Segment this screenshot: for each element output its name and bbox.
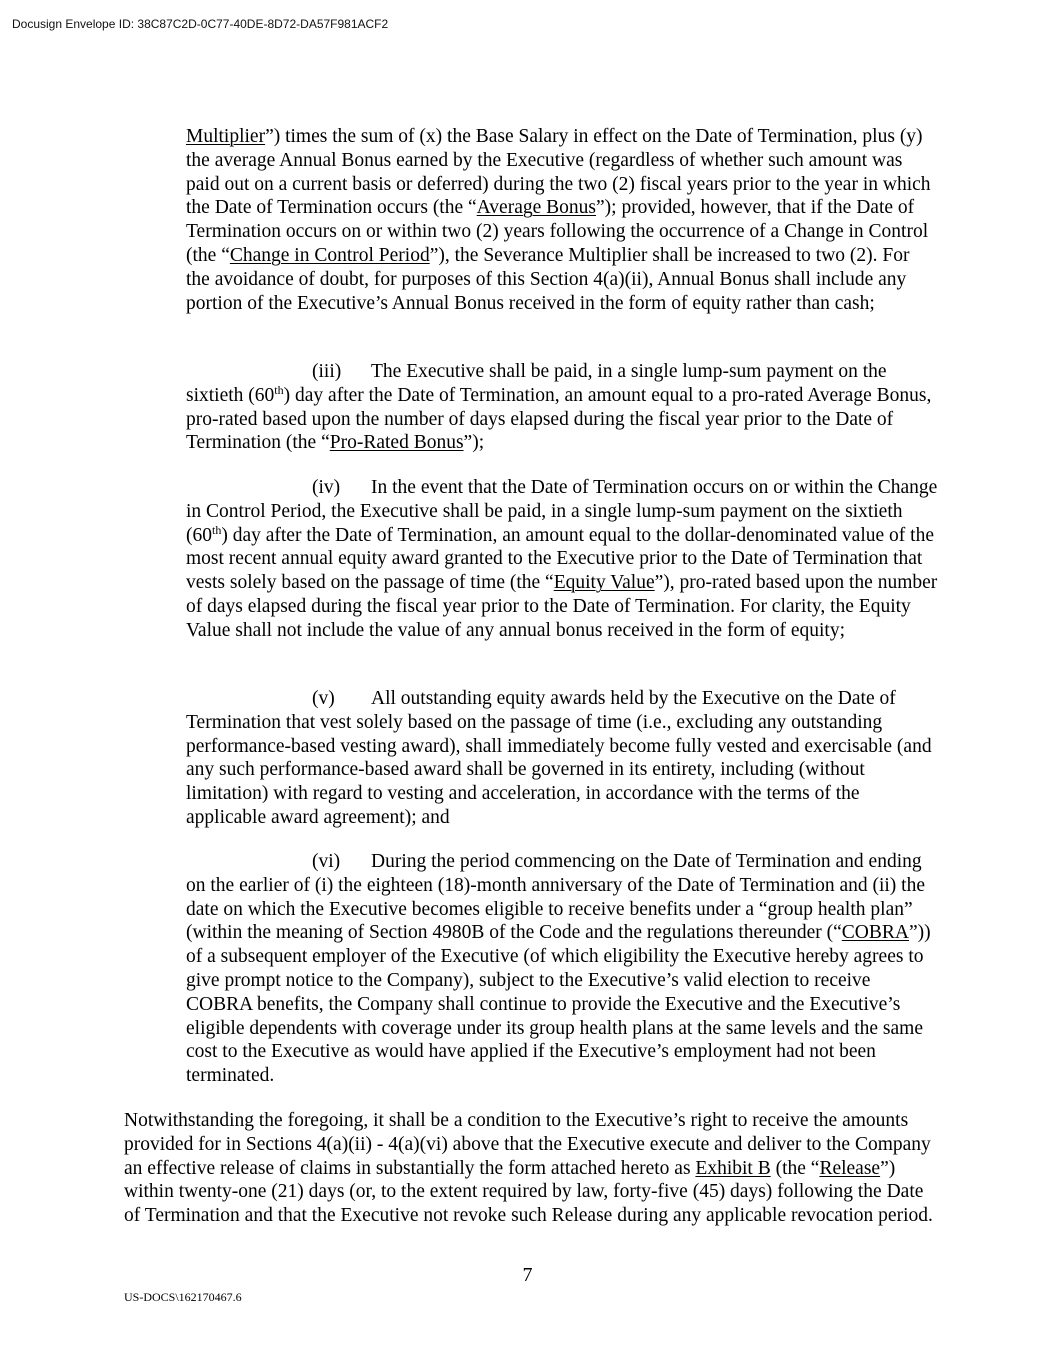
- defined-term-release: Release: [819, 1157, 881, 1179]
- docusign-envelope-id: Docusign Envelope ID: 38C87C2D-0C77-40DE-8D72-DA57F981ACF2: [12, 17, 389, 31]
- paragraph-v: [186, 687, 938, 830]
- text-span: ) day after the Date of Termination, an amount equal to the dollar-denominated value of the most recent annual equity award granted to the Executive prior to the Date of Termination that vests solely based on the passage of time (the “: [186, 524, 934, 594]
- text-span: The Executive shall be paid, in a single lump-sum payment on the sixtieth (60: [186, 361, 887, 406]
- paragraph-iv: [186, 476, 938, 643]
- defined-term-exhibit-b: Exhibit B: [695, 1157, 771, 1179]
- defined-term-average-bonus: Average Bonus: [476, 197, 596, 219]
- document-id-footer: US-DOCS\162170467.6: [124, 1290, 242, 1304]
- text-span: (the “: [770, 1157, 820, 1179]
- text-span: ) day after the Date of Termination, an amount equal to a pro-rated Average Bonus, pro-rated based upon the number of days elapsed during the fiscal year prior to the Date of Termination (the “: [186, 384, 932, 454]
- paragraph-vi: [186, 850, 938, 1088]
- text-span: Notwithstanding the foregoing, it shall be a condition to the Executive’s right to receive the amounts provided for in Sections 4(a)(ii) - 4(a)(vi) above that the Executive execute and deliver to the Company an effective release of claims in substantially the form attached hereto as: [124, 1110, 931, 1179]
- text-span: ”);: [463, 432, 485, 454]
- page-number: 7: [522, 1264, 533, 1286]
- defined-term-equity-value: Equity Value: [553, 572, 655, 594]
- paragraph-release-condition: [124, 1109, 938, 1228]
- text-span: All outstanding equity awards held by the Executive on the Date of Termination that vest solely based on the passage of time (i.e., excluding any outstanding performance-based vesting award), shall immediately become fully vested and exercisable (and any such performance-based award shall be governed in its entirety, including (without limitation) with regard to vesting and acceleration, in accordance with the terms of the applicable award agreement); and: [186, 688, 932, 828]
- clause-number: (vi): [312, 851, 341, 872]
- text-span: During the period commencing on the Date of Termination and ending on the earlier of (i) the eighteen (18)-month anniversary of the Date of Termination and (ii) the date on which the Executive becomes eligible to receive benefits under a “group health plan” (within the meaning of Section 4980B of the Code and the regulations thereunder (“: [186, 851, 926, 944]
- text-span: ”); provided, however, that if the Date of Termination occurs on or within two (2) years following the occurrence of a Change in Control (the “: [186, 197, 929, 266]
- text-span: ”), the Severance Multiplier shall be increased to two (2). For the avoidance of doubt, for purposes of this Section 4(a)(ii), Annual Bonus shall include any portion of the Executive’s Annual Bonus received in the form of equity rather than cash;: [186, 244, 910, 314]
- text-span: ”) times the sum of (x) the Base Salary in effect on the Date of Termination, plus (y) the average Annual Bonus earned by the Executive (regardless of whether such amount was paid out on a current basis or deferred) during the two (2) fiscal years prior to the year in which the Date of Termination occurs (the “: [186, 126, 931, 219]
- clause-number: (v): [312, 688, 335, 709]
- superscript: th: [212, 522, 222, 537]
- text-span: ”) within twenty-one (21) days (or, to the extent required by law, forty-five (45) days) following the Date of Termination and that the Executive not revoke such Release during any applicable revocation period.: [124, 1157, 933, 1227]
- defined-term-multiplier: Multiplier: [186, 126, 266, 147]
- clause-number: (iii): [312, 361, 342, 382]
- defined-term-change-in-control-period: Change in Control Period: [229, 244, 430, 266]
- defined-term-pro-rated-bonus: Pro-Rated Bonus: [329, 432, 464, 454]
- clause-number: (iv): [312, 477, 341, 498]
- paragraph-ii-continuation: [186, 125, 938, 315]
- text-span: In the event that the Date of Termination occurs on or within the Change in Control Period, the Executive shall be paid, in a single lump-sum payment on the sixtieth (60: [186, 477, 938, 546]
- paragraph-iii: [186, 360, 938, 455]
- text-span: ”), pro-rated based upon the number of days elapsed during the fiscal year prior to the Date of Termination. For clarity, the Equity Value shall not include the value of any annual bonus received in the form of equity;: [186, 572, 938, 641]
- superscript: th: [274, 382, 284, 397]
- defined-term-cobra: COBRA: [841, 922, 909, 944]
- text-span: ”)) of a subsequent employer of the Executive (of which eligibility the Executive hereby agrees to give prompt notice to the Company), subject to the Executive’s valid election to receive COBRA benefits, the Company shall continue to provide the Executive and the Executive’s eligible dependents with coverage under its group health plans at the same levels and the same cost to the Executive as would have applied if the Executive’s employment had not been terminated.: [186, 922, 931, 1087]
